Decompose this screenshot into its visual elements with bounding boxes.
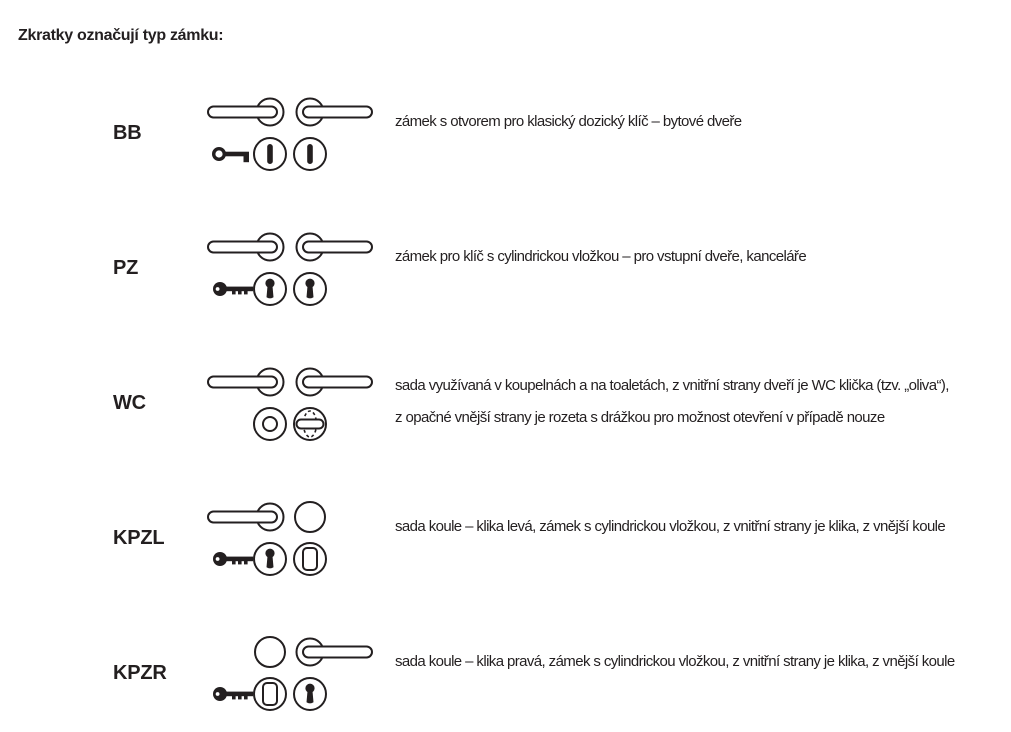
lock-type-code: WC [113, 392, 146, 414]
lock-type-code: KPZR [113, 662, 167, 684]
bb-key-icon [214, 149, 249, 163]
lock-type-code: BB [113, 122, 142, 144]
lock-type-description-line-1: sada využívaná v koupelnách a na toaletách, z vnitřní strany dveří je WC klička (tzv. „oliva“), [395, 377, 949, 394]
lockset-diagram-wc [205, 366, 380, 448]
lock-type-code: KPZL [113, 527, 165, 549]
door-handle-right-icon [297, 639, 373, 666]
wc-oliva-rosette-icon [294, 408, 326, 440]
lock-type-description: sada koule – klika levá, zámek s cylindrickou vložkou, z vnitřní strany je klika, z vnější koule [395, 518, 946, 535]
page-title: Zkratky označují typ zámku: [18, 27, 224, 44]
lock-type-description: zámek pro klíč s cylindrickou vložkou – pro vstupní dveře, kanceláře [395, 248, 807, 265]
lockset-diagram-kpzl [205, 501, 380, 583]
bb-keyhole-rosette-icon [294, 138, 326, 170]
groove-rosette-icon [254, 408, 286, 440]
lock-type-description-line-2: z opačné vnější strany je rozeta s drážkou pro možnost otevření v případě nouze [395, 409, 885, 426]
pz-keyhole-rosette-icon [254, 273, 286, 305]
cylinder-key-icon [213, 687, 253, 701]
door-handle-left-icon [208, 369, 284, 396]
blind-rosette-icon [254, 678, 286, 710]
door-handle-left-icon [208, 234, 284, 261]
lock-type-description [395, 370, 949, 434]
cylinder-key-icon [213, 552, 253, 566]
door-handle-left-icon [208, 504, 284, 531]
door-handle-right-icon [297, 99, 373, 126]
pz-keyhole-rosette-icon [294, 273, 326, 305]
knob-icon [255, 637, 285, 667]
knob-icon [295, 502, 325, 532]
lockset-diagram-bb [205, 96, 380, 178]
door-handle-right-icon [297, 234, 373, 261]
lock-type-description: sada koule – klika pravá, zámek s cylindrickou vložkou, z vnitřní strany je klika, z vnější koule [395, 653, 955, 670]
pz-keyhole-rosette-icon [254, 543, 286, 575]
lockset-diagram-kpzr [205, 636, 380, 718]
blind-rosette-icon [294, 543, 326, 575]
door-handle-right-icon [297, 369, 373, 396]
lockset-diagram-pz [205, 231, 380, 313]
bb-keyhole-rosette-icon [254, 138, 286, 170]
cylinder-key-icon [213, 282, 253, 296]
pz-keyhole-rosette-icon [294, 678, 326, 710]
lock-type-code: PZ [113, 257, 139, 279]
lock-type-description: zámek s otvorem pro klasický dozický klíč – bytové dveře [395, 113, 742, 130]
door-handle-left-icon [208, 99, 284, 126]
